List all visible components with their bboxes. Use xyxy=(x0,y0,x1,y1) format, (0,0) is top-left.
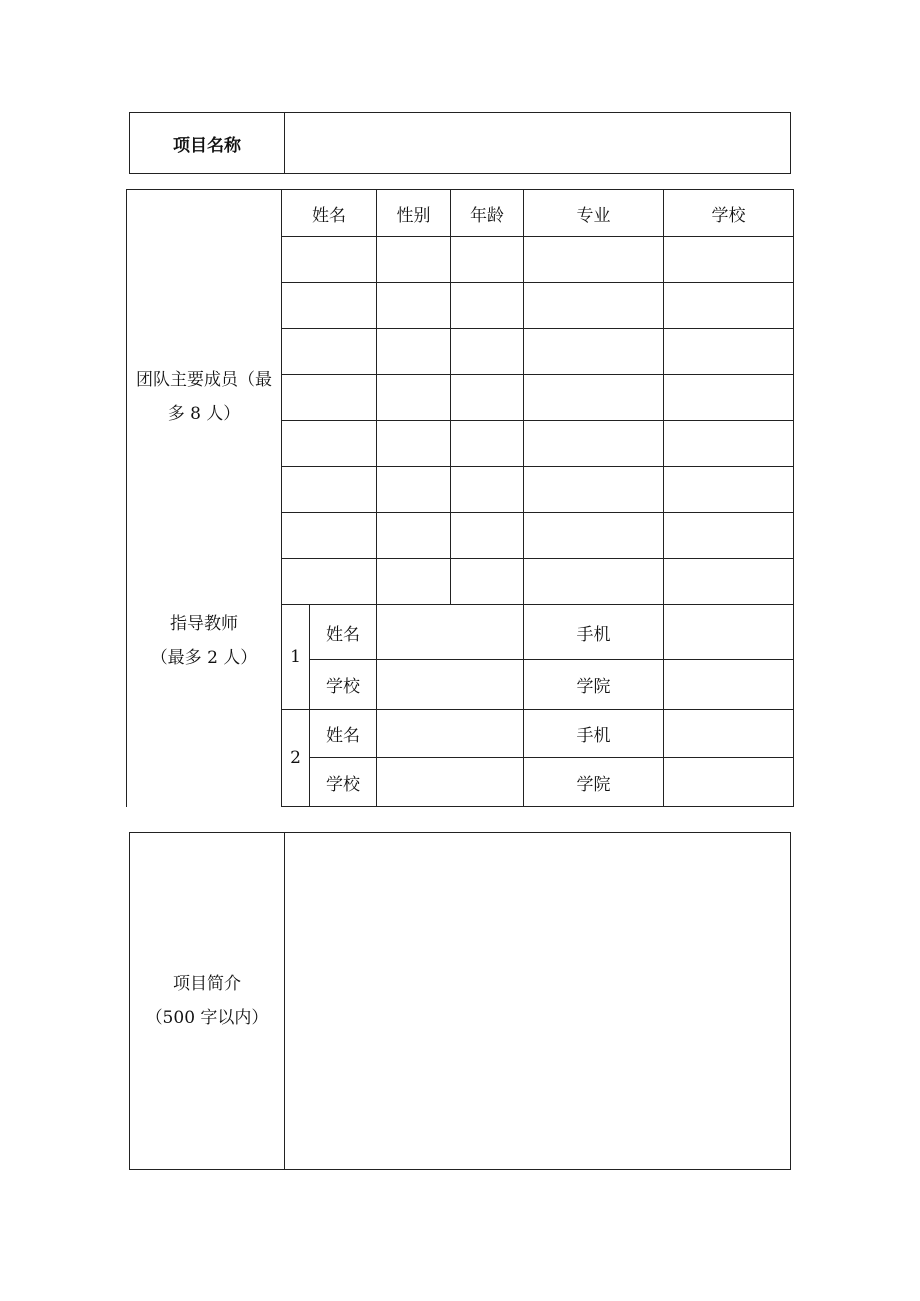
teacher-index: 2 xyxy=(282,710,310,807)
teacher-college-label: 学院 xyxy=(524,660,664,710)
project-intro-table xyxy=(129,832,791,1170)
member-age-cell[interactable] xyxy=(451,283,524,329)
member-name-cell[interactable] xyxy=(282,421,377,467)
member-gender-cell[interactable] xyxy=(377,329,451,375)
member-name-cell[interactable] xyxy=(282,329,377,375)
member-gender-cell[interactable] xyxy=(377,421,451,467)
member-major-cell[interactable] xyxy=(524,559,664,605)
member-gender-cell[interactable] xyxy=(377,237,451,283)
header-major: 专业 xyxy=(524,190,664,237)
team-table xyxy=(126,189,794,807)
intro-label-line2: （500 字以内） xyxy=(145,1008,269,1028)
teacher-school-label: 学校 xyxy=(310,758,377,807)
member-name-cell[interactable] xyxy=(282,237,377,283)
member-major-cell[interactable] xyxy=(524,421,664,467)
teacher-name-input[interactable] xyxy=(377,605,524,660)
member-school-cell[interactable] xyxy=(664,283,794,329)
teachers-label-line1: 指导教师 xyxy=(170,613,238,634)
member-name-cell[interactable] xyxy=(282,283,377,329)
teacher-school-label: 学校 xyxy=(310,660,377,710)
teacher-school-input[interactable] xyxy=(377,758,524,807)
teacher-name-label: 姓名 xyxy=(310,605,377,660)
project-name-input[interactable] xyxy=(285,113,791,174)
member-gender-cell[interactable] xyxy=(377,467,451,513)
teacher-index: 1 xyxy=(282,605,310,710)
member-name-cell[interactable] xyxy=(282,513,377,559)
header-name: 姓名 xyxy=(282,190,377,237)
intro-label-line1: 项目简介 xyxy=(173,974,241,994)
member-age-cell[interactable] xyxy=(451,329,524,375)
member-major-cell[interactable] xyxy=(524,237,664,283)
member-age-cell[interactable] xyxy=(451,559,524,605)
member-name-cell[interactable] xyxy=(282,375,377,421)
team-members-label xyxy=(127,190,282,605)
member-gender-cell[interactable] xyxy=(377,559,451,605)
project-intro-input[interactable] xyxy=(285,833,791,1170)
member-school-cell[interactable] xyxy=(664,559,794,605)
member-major-cell[interactable] xyxy=(524,513,664,559)
member-name-cell[interactable] xyxy=(282,559,377,605)
member-age-cell[interactable] xyxy=(451,375,524,421)
member-gender-cell[interactable] xyxy=(377,375,451,421)
member-name-cell[interactable] xyxy=(282,467,377,513)
member-school-cell[interactable] xyxy=(664,329,794,375)
teacher-name-label: 姓名 xyxy=(310,710,377,758)
member-school-cell[interactable] xyxy=(664,513,794,559)
teacher-college-input[interactable] xyxy=(664,660,794,710)
header-gender: 性别 xyxy=(377,190,451,237)
header-age: 年龄 xyxy=(451,190,524,237)
teachers-label xyxy=(127,605,282,807)
header-school: 学校 xyxy=(664,190,794,237)
team-label-line2: 多 8 人） xyxy=(167,404,241,425)
teachers-label-line2: （最多 2 人） xyxy=(150,647,258,668)
member-age-cell[interactable] xyxy=(451,237,524,283)
member-gender-cell[interactable] xyxy=(377,513,451,559)
teacher-phone-label: 手机 xyxy=(524,710,664,758)
team-label-line1: 团队主要成员（最 xyxy=(136,370,272,391)
project-name-label: 项目名称 xyxy=(130,113,285,174)
teacher-college-label: 学院 xyxy=(524,758,664,807)
member-age-cell[interactable] xyxy=(451,513,524,559)
member-school-cell[interactable] xyxy=(664,375,794,421)
teacher-school-input[interactable] xyxy=(377,660,524,710)
member-school-cell[interactable] xyxy=(664,237,794,283)
teacher-college-input[interactable] xyxy=(664,758,794,807)
member-school-cell[interactable] xyxy=(664,421,794,467)
member-major-cell[interactable] xyxy=(524,467,664,513)
member-major-cell[interactable] xyxy=(524,329,664,375)
project-intro-label xyxy=(130,833,285,1170)
project-name-table xyxy=(129,112,791,174)
teacher-phone-input[interactable] xyxy=(664,605,794,660)
teacher-phone-label: 手机 xyxy=(524,605,664,660)
member-gender-cell[interactable] xyxy=(377,283,451,329)
member-school-cell[interactable] xyxy=(664,467,794,513)
member-major-cell[interactable] xyxy=(524,375,664,421)
teacher-name-input[interactable] xyxy=(377,710,524,758)
teacher-phone-input[interactable] xyxy=(664,710,794,758)
member-major-cell[interactable] xyxy=(524,283,664,329)
member-age-cell[interactable] xyxy=(451,467,524,513)
member-age-cell[interactable] xyxy=(451,421,524,467)
